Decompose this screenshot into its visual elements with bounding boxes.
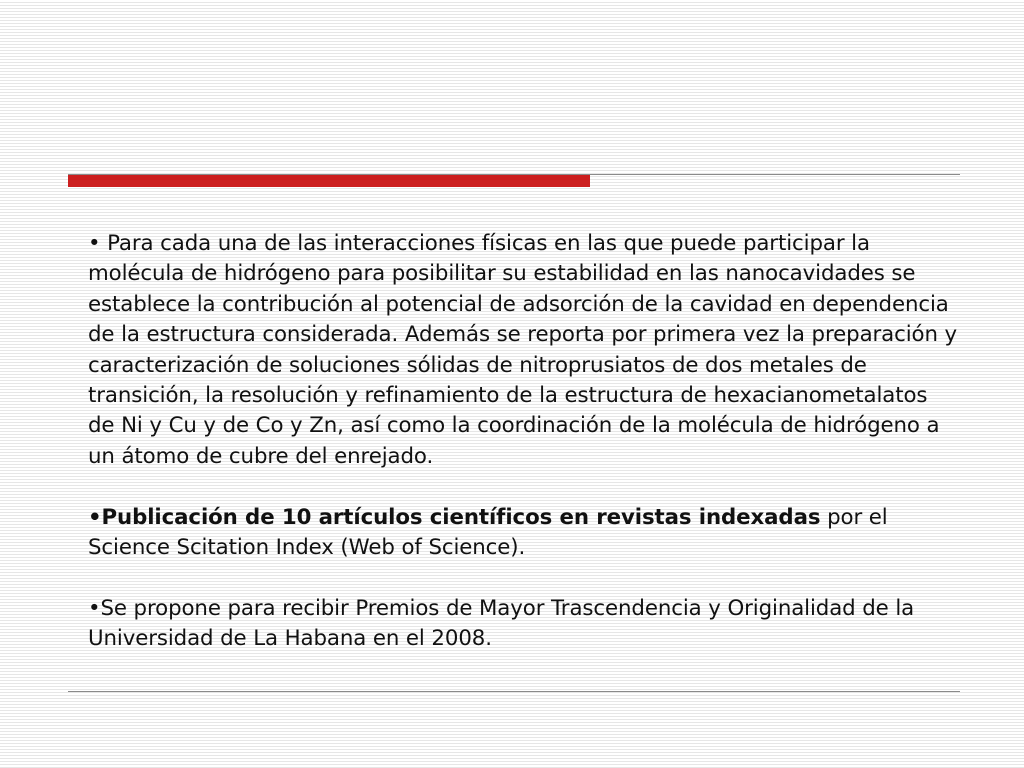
- paragraph-award: •Se propone para recibir Premios de Mayor Trascendencia y Originalidad de la Universidad de La Habana en el 2008.: [88, 595, 915, 652]
- red-accent-bar: [68, 175, 590, 187]
- publications-bold-text: •Publicación de 10 artículos científicos en revistas indexadas: [88, 504, 821, 530]
- paragraph-spacer: [88, 563, 960, 593]
- paragraph-publications: [88, 503, 960, 564]
- bottom-divider-line: [68, 691, 960, 692]
- slide-body: [88, 229, 960, 655]
- publications-regular-text: por el Science Scitation Index (Web of Science).: [88, 504, 888, 561]
- paragraph-interactions: • Para cada una de las interacciones físicas en las que puede participar la molécula de hidrógeno para posibilitar su estabilidad en las nanocavidades se establece la contribución al potencial de adsorción de la cavidad en dependencia de la estructura considerada. Además se reporta por primera vez la preparación y caracterización de soluciones sólidas de nitroprusiatos de dos metales de transición, la resolución y refinamiento de la estructura de hexacianometalatos de Ni y Cu y de Co y Zn, así como la coordinación de la molécula de hidrógeno a un átomo de cubre del enrejado.: [88, 231, 958, 469]
- paragraph-spacer: [88, 472, 960, 502]
